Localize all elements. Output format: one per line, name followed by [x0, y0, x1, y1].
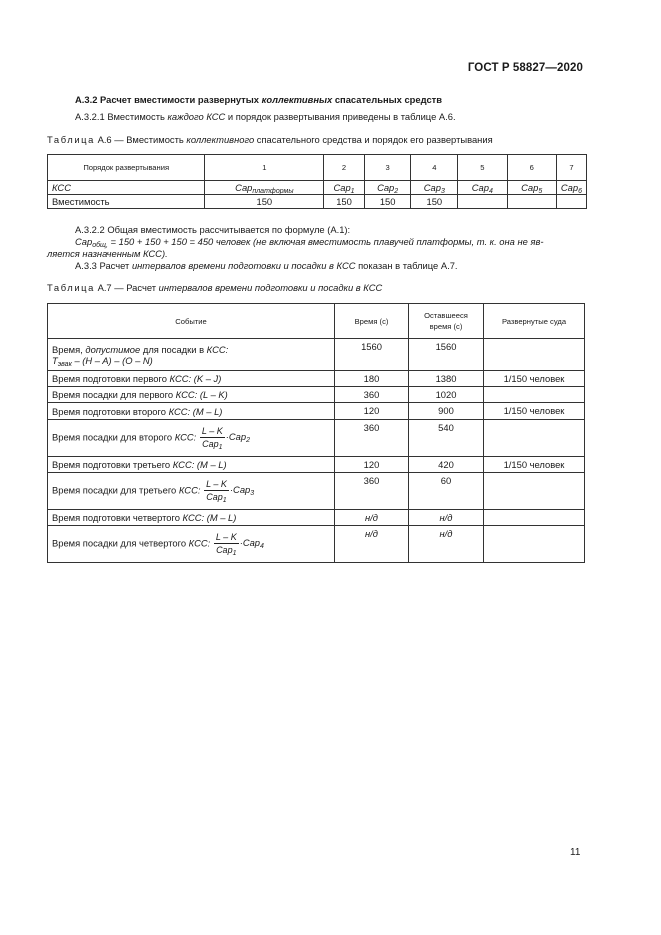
caption-c: спасательного средства и порядок его развертывания	[256, 134, 493, 145]
header-cell-deployed: Развернутые суда	[484, 304, 585, 339]
deployed-cell	[484, 526, 585, 563]
header-cell-order: Порядок развертывания	[48, 155, 205, 181]
t-sub: эвак	[57, 360, 72, 368]
cap-sub: 5	[538, 188, 543, 195]
fraction-numerator: L – K	[206, 479, 227, 489]
den-base: Cap	[202, 439, 219, 449]
row-label-kss: КСС	[48, 181, 205, 195]
header-cell: 1	[205, 155, 324, 181]
event-text: допустимое	[85, 343, 141, 355]
event-text: Время,	[52, 343, 83, 355]
cap-sub: 4	[488, 188, 493, 195]
time-cell: 120	[335, 457, 409, 473]
table-cell	[458, 195, 507, 209]
p321-number: А.3.2.1	[75, 111, 105, 122]
multiplier	[239, 537, 264, 551]
section-heading	[75, 94, 442, 106]
table-row	[48, 526, 585, 563]
section-title-a: Расчет вместимости развернутых	[100, 94, 259, 105]
table-cell	[556, 181, 586, 195]
fraction	[214, 532, 239, 556]
paragraph-a333	[75, 260, 458, 272]
page-number: 11	[570, 847, 581, 858]
remaining-cell: 1560	[409, 339, 484, 371]
table-row	[48, 339, 585, 371]
p321-text-c: и порядок развертывания приведены в таблице А.6.	[227, 111, 456, 122]
cap-base: Cap	[560, 182, 579, 193]
table-cell: 150	[205, 195, 324, 209]
fraction	[200, 426, 225, 450]
event-ref: КСС:	[178, 484, 201, 496]
fraction-denominator	[204, 491, 228, 503]
mult-sub: 4	[260, 543, 264, 551]
event-cell	[48, 457, 335, 473]
table-row	[48, 510, 585, 526]
remaining-cell: 60	[409, 473, 484, 510]
header-cell: 2	[324, 155, 365, 181]
event-line-1	[52, 344, 330, 355]
section-title-b: коллективных	[261, 94, 333, 105]
header-cell: 6	[507, 155, 556, 181]
mult-base: ·Cap	[239, 537, 261, 549]
caption-a: А.7 — Расчет	[97, 282, 157, 293]
time-cell: н/д	[335, 526, 409, 563]
header-cell: 4	[411, 155, 458, 181]
event-cell	[48, 526, 335, 563]
section-number: А.3.2	[75, 94, 98, 105]
header-cell: 5	[458, 155, 507, 181]
event-ref: КСС:	[174, 431, 197, 443]
formula-sub: общ,	[92, 242, 108, 249]
event-line-2	[52, 355, 330, 366]
table-row	[48, 403, 585, 420]
cap-sub: 1	[350, 188, 355, 195]
cap-base: Cap	[471, 182, 489, 193]
event-ref: КСС: (L – K)	[175, 389, 228, 400]
den-base: Cap	[216, 545, 233, 555]
row-label-capacity: Вместимость	[48, 195, 205, 209]
p321-text-a: Вместимость	[107, 111, 165, 122]
cap-base: Cap	[333, 182, 351, 193]
event-text: Время подготовки четвертого	[52, 512, 180, 523]
multiplier	[225, 431, 250, 445]
fraction-numerator: L – K	[201, 426, 223, 436]
header-cell-event: Событие	[48, 304, 335, 339]
header-cell: 3	[364, 155, 411, 181]
event-text: для посадки в	[142, 343, 205, 355]
time-cell: 360	[335, 387, 409, 403]
t-base: T	[52, 354, 58, 366]
event-ref: КСС: (M – L)	[172, 459, 227, 470]
header-cell: 7	[556, 155, 586, 181]
caption-b: коллективного	[186, 134, 255, 145]
table-cell	[507, 195, 556, 209]
deployed-cell: 1/150 человек	[484, 371, 585, 387]
multiplier	[229, 484, 255, 498]
section-title-c: спасательных средств	[334, 94, 443, 105]
fraction-denominator	[200, 438, 224, 450]
table-row	[48, 420, 585, 457]
event-text: Время посадки для первого	[52, 389, 174, 400]
page-header-standard: ГОСТ Р 58827—2020	[467, 62, 583, 74]
event-ref: КСС:	[188, 537, 211, 549]
table-cell	[507, 181, 556, 195]
p321-text-b: каждого КСС	[167, 111, 226, 122]
table-header-row	[48, 155, 587, 181]
header-cell-time: Время (с)	[335, 304, 409, 339]
deployed-cell	[484, 339, 585, 371]
paragraph-a321	[75, 111, 456, 123]
cap-base: Cap	[377, 182, 395, 193]
table-cell: 150	[324, 195, 365, 209]
time-cell: 180	[335, 371, 409, 387]
table-cell	[364, 181, 411, 195]
table-a7	[47, 303, 585, 563]
p333-number: А.3.3	[75, 260, 97, 271]
remaining-cell: 1380	[409, 371, 484, 387]
paragraph-a322	[75, 224, 350, 236]
event-ref: КСС: (M – L)	[168, 405, 223, 417]
table-a6	[47, 154, 587, 209]
table-row	[48, 181, 587, 195]
event-cell	[48, 420, 335, 457]
table-cell	[458, 181, 507, 195]
t-rest: – (H – A) – (O – N)	[74, 354, 153, 366]
event-text: Время посадки для четвертого	[52, 537, 187, 549]
event-cell	[48, 371, 335, 387]
event-cell	[48, 510, 335, 526]
fraction	[204, 479, 229, 503]
table-row	[48, 473, 585, 510]
table-row	[48, 371, 585, 387]
deployed-cell	[484, 420, 585, 457]
p333-text-b: интервалов времени подготовки и посадки в КСС	[131, 260, 356, 271]
deployed-cell	[484, 473, 585, 510]
caption-b: интервалов времени подготовки и посадки в КСС	[158, 282, 383, 293]
mult-base: ·Cap	[225, 431, 247, 443]
header-cell-remaining: Оставшееся время (с)	[409, 304, 484, 339]
time-cell: 1560	[335, 339, 409, 371]
event-cell	[48, 403, 335, 420]
event-ref: КСС: (K – J)	[169, 373, 222, 384]
deployed-cell	[484, 510, 585, 526]
table-cell	[556, 195, 586, 209]
den-sub: 1	[232, 550, 237, 557]
table-cell: 150	[364, 195, 411, 209]
event-text: Время подготовки третьего	[52, 459, 171, 470]
cap-sub: платформы	[252, 188, 294, 195]
event-ref: КСС: (M – L)	[182, 512, 237, 523]
table-row	[48, 195, 587, 209]
cap-sub: 2	[394, 188, 399, 195]
p333-text-a: Расчет	[99, 260, 130, 271]
table-cell	[411, 181, 458, 195]
fraction-numerator: L – K	[215, 532, 237, 542]
remaining-cell: 1020	[409, 387, 484, 403]
p322-number: А.3.2.2	[75, 224, 105, 235]
time-cell: 360	[335, 473, 409, 510]
remaining-cell: 900	[409, 403, 484, 420]
event-cell	[48, 473, 335, 510]
remaining-cell: н/д	[409, 510, 484, 526]
formula-line	[75, 236, 543, 248]
event-cell	[48, 339, 335, 371]
p333-text-c: показан в таблице А.7.	[358, 260, 458, 271]
mult-sub: 3	[250, 490, 255, 498]
deployed-cell	[484, 387, 585, 403]
event-text: Время подготовки первого	[52, 373, 167, 384]
time-cell: 120	[335, 403, 409, 420]
event-text: Время посадки для третьего	[52, 484, 177, 496]
event-text: КСС:	[206, 343, 229, 355]
table-a7-caption	[47, 282, 382, 294]
event-text: Время посадки для второго	[52, 431, 173, 443]
deployed-cell: 1/150 человек	[484, 403, 585, 420]
table-a6-caption	[47, 134, 493, 146]
cap-base: Cap	[423, 182, 441, 193]
caption-a: А.6 — Вместимость	[97, 134, 184, 145]
deployed-cell: 1/150 человек	[484, 457, 585, 473]
time-cell: н/д	[335, 510, 409, 526]
cap-base: Cap	[521, 182, 539, 193]
table-row	[48, 387, 585, 403]
event-cell	[48, 387, 335, 403]
den-sub: 1	[222, 497, 227, 504]
fraction-denominator	[214, 544, 238, 556]
table-cell: 150	[411, 195, 458, 209]
den-base: Cap	[206, 492, 223, 502]
table-header-row	[48, 304, 585, 339]
mult-base: ·Cap	[229, 484, 251, 496]
p322-text: Общая вместимость рассчитывается по формуле (А.1):	[107, 224, 351, 235]
table-cell	[324, 181, 365, 195]
formula-rest: = 150 + 150 + 150 = 450 человек (не включая вместимость плавучей платформы, т. к. она не яв-	[110, 236, 544, 247]
table-row	[48, 457, 585, 473]
event-text: Время подготовки второго	[52, 405, 166, 417]
mult-sub: 2	[246, 437, 250, 445]
remaining-cell: 540	[409, 420, 484, 457]
time-cell: 360	[335, 420, 409, 457]
table-cell	[205, 181, 324, 195]
cap-sub: 3	[440, 188, 445, 195]
cap-sub: 6	[578, 188, 582, 195]
den-sub: 1	[218, 444, 223, 451]
formula-base: Cap	[75, 236, 93, 247]
remaining-cell: 420	[409, 457, 484, 473]
remaining-cell: н/д	[409, 526, 484, 563]
formula-line-2: ляется назначенным КСС).	[47, 248, 168, 259]
cap-base: Cap	[235, 182, 253, 193]
caption-label: Таблица	[47, 282, 95, 293]
caption-label: Таблица	[47, 134, 95, 145]
